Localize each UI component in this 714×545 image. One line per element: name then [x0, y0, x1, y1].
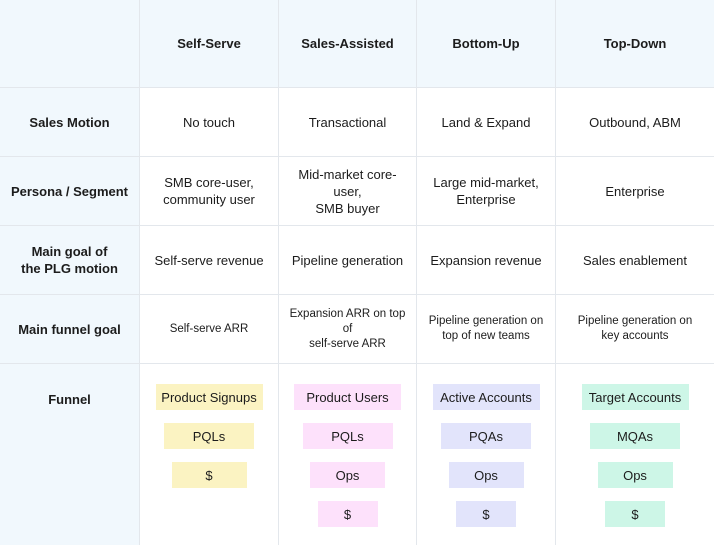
funnel-step-top-down-1: MQAs — [590, 423, 680, 449]
sales-motion-bottom-up: Land & Expand — [417, 88, 556, 157]
funnel-step-top-down-2: Ops — [598, 462, 673, 488]
funnel-self-serve — [140, 364, 279, 545]
funnel-step-bottom-up-3: $ — [456, 501, 516, 527]
funnel-bottom-up — [417, 364, 556, 545]
funnel-step-self-serve-0: Product Signups — [156, 384, 263, 410]
main-goal-top-down: Sales enablement — [556, 226, 714, 295]
funnel-step-sales-assisted-2: Ops — [310, 462, 385, 488]
sales-motion-top-down: Outbound, ABM — [556, 88, 714, 157]
main-funnel-goal-top-down: Pipeline generation on key accounts — [556, 295, 714, 364]
persona-segment-bottom-up: Large mid-market, Enterprise — [417, 157, 556, 226]
main-goal-bottom-up: Expansion revenue — [417, 226, 556, 295]
funnel-step-top-down-0: Target Accounts — [582, 384, 689, 410]
funnel-step-sales-assisted-3: $ — [318, 501, 378, 527]
funnel-step-self-serve-1: PQLs — [164, 423, 254, 449]
funnel-step-self-serve-2: $ — [172, 462, 247, 488]
sales-motion-sales-assisted: Transactional — [279, 88, 417, 157]
main-funnel-goal-self-serve: Self-serve ARR — [140, 295, 279, 364]
funnel-step-bottom-up-1: PQAs — [441, 423, 531, 449]
header-bottom-up: Bottom-Up — [417, 0, 556, 88]
funnel-step-bottom-up-0: Active Accounts — [433, 384, 540, 410]
persona-segment-top-down: Enterprise — [556, 157, 714, 226]
header-corner — [0, 0, 140, 88]
main-goal-sales-assisted: Pipeline generation — [279, 226, 417, 295]
row-label-main-funnel-goal: Main funnel goal — [0, 295, 140, 364]
header-sales-assisted: Sales-Assisted — [279, 0, 417, 88]
funnel-step-bottom-up-2: Ops — [449, 462, 524, 488]
main-goal-self-serve: Self-serve revenue — [140, 226, 279, 295]
sales-motion-self-serve: No touch — [140, 88, 279, 157]
row-label-main-goal: Main goal of the PLG motion — [0, 226, 140, 295]
funnel-top-down — [556, 364, 714, 545]
header-top-down: Top-Down — [556, 0, 714, 88]
header-self-serve: Self-Serve — [140, 0, 279, 88]
row-label-persona-segment: Persona / Segment — [0, 157, 140, 226]
persona-segment-self-serve: SMB core-user, community user — [140, 157, 279, 226]
funnel-step-sales-assisted-0: Product Users — [294, 384, 401, 410]
row-label-funnel: Funnel — [0, 364, 140, 545]
main-funnel-goal-sales-assisted: Expansion ARR on top of self-serve ARR — [279, 295, 417, 364]
row-label-sales-motion: Sales Motion — [0, 88, 140, 157]
main-funnel-goal-bottom-up: Pipeline generation on top of new teams — [417, 295, 556, 364]
persona-segment-sales-assisted: Mid-market core-user, SMB buyer — [279, 157, 417, 226]
funnel-step-top-down-3: $ — [605, 501, 665, 527]
funnel-sales-assisted — [279, 364, 417, 545]
funnel-step-sales-assisted-1: PQLs — [303, 423, 393, 449]
